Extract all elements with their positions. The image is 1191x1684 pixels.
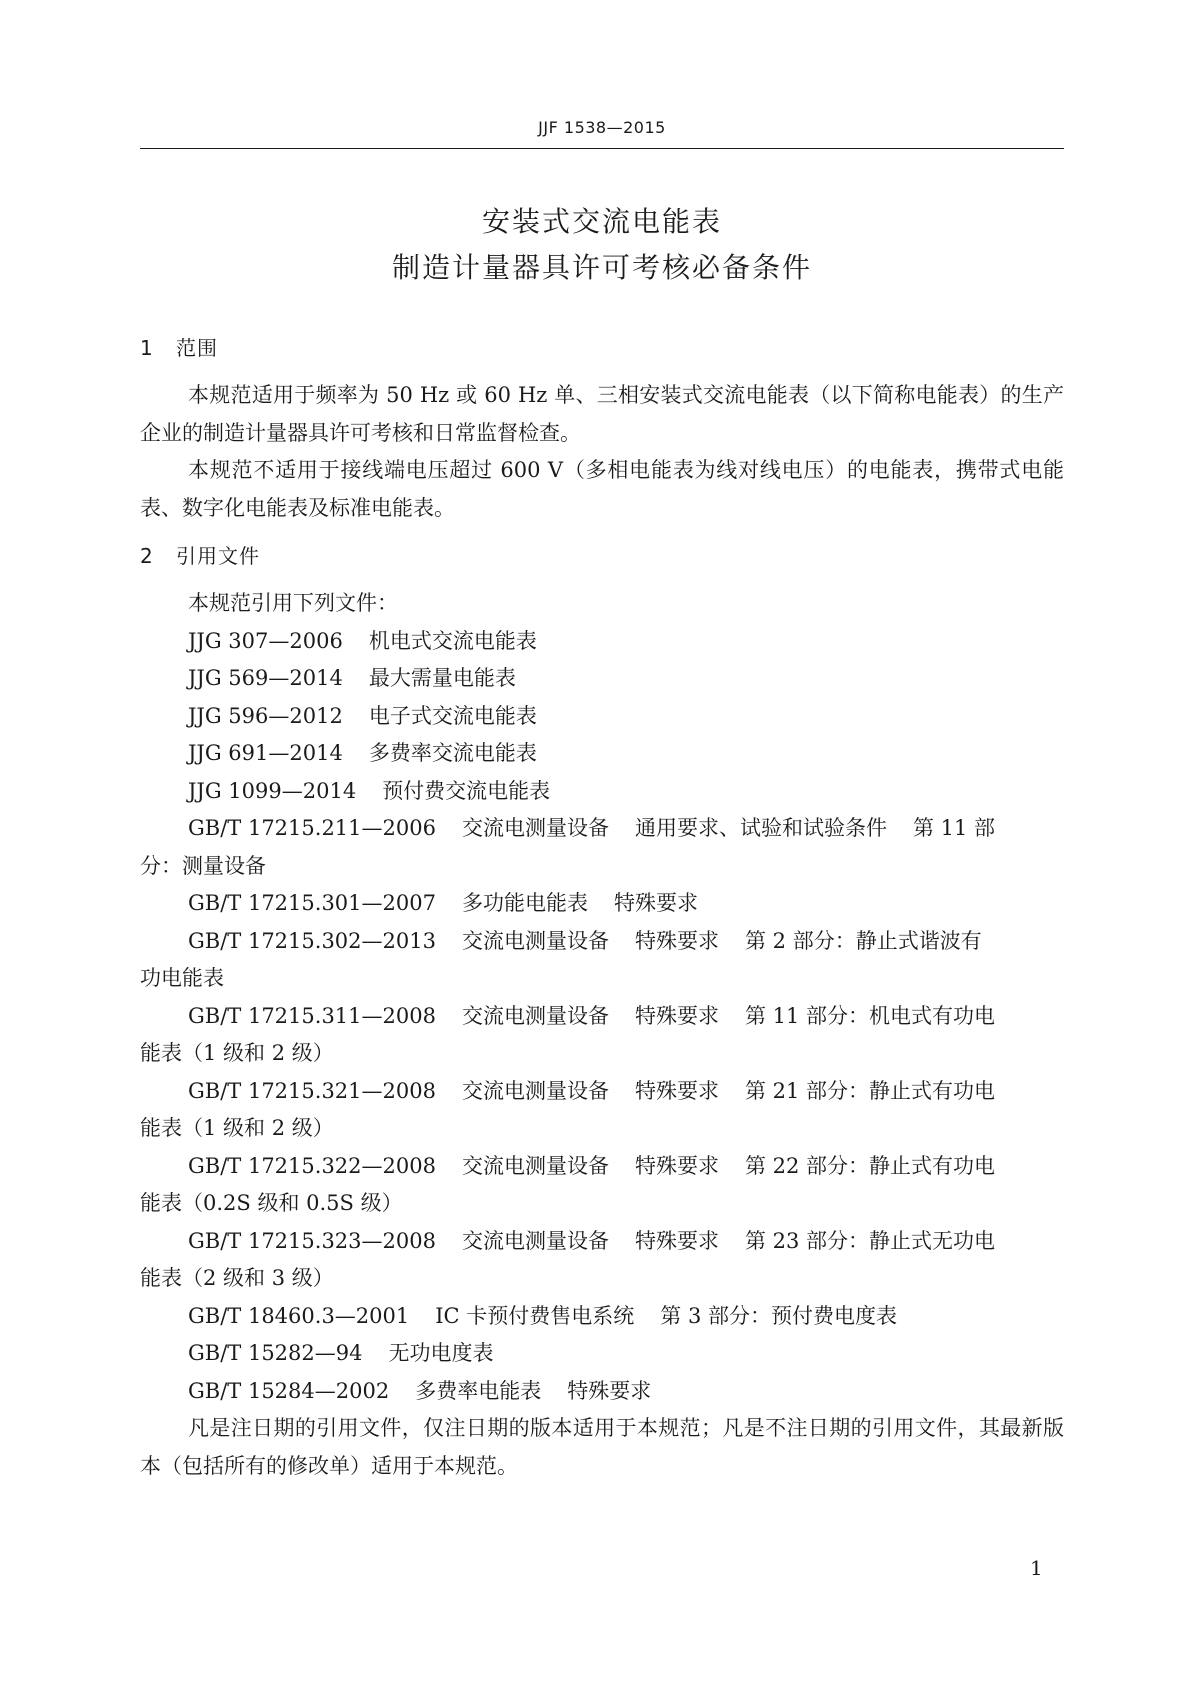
reference-title-part: 第 22 部分：静止式有功电 bbox=[744, 1153, 996, 1178]
reference-code: GB/T 17215.321—2008 bbox=[188, 1078, 436, 1103]
reference-title-part: 交流电测量设备 bbox=[461, 1003, 609, 1028]
reference-code: GB/T 17215.301—2007 bbox=[188, 891, 436, 915]
reference-code: GB/T 17215.311—2008 bbox=[188, 1003, 436, 1028]
reference-item bbox=[140, 1223, 1064, 1298]
reference-continuation: 能表（0.2S 级和 0.5S 级） bbox=[140, 1191, 403, 1215]
doc-title-line2: 制造计量器具许可考核必备条件 bbox=[391, 251, 812, 284]
reference-title-part: 电子式交流电能表 bbox=[368, 703, 537, 728]
page-number: 1 bbox=[1030, 1556, 1043, 1580]
reference-title-part: 第 23 部分：静止式无功电 bbox=[744, 1228, 996, 1253]
reference-title-part: 通用要求、试验和试验条件 bbox=[634, 816, 887, 840]
reference-title-part: IC 卡预付费售电系统 bbox=[435, 1303, 635, 1328]
reference-item bbox=[140, 810, 1064, 885]
reference-title-part: 特殊要求 bbox=[613, 891, 698, 915]
reference-code: GB/T 15282—94 bbox=[188, 1341, 363, 1365]
reference-continuation: 能表（1 级和 2 级） bbox=[140, 1041, 334, 1065]
reference-title-part: 最大需量电能表 bbox=[368, 666, 516, 690]
reference-title-part: 交流电测量设备 bbox=[461, 816, 609, 840]
doc-title-line1: 安装式交流电能表 bbox=[481, 205, 722, 238]
section-1-heading bbox=[140, 333, 1064, 363]
reference-title-part: 特殊要求 bbox=[634, 928, 719, 953]
reference-title-part: 特殊要求 bbox=[567, 1378, 652, 1403]
reference-item bbox=[140, 735, 1064, 773]
reference-title-part: 交流电测量设备 bbox=[461, 1228, 609, 1253]
reference-code: JJG 569—2014 bbox=[188, 666, 343, 690]
reference-code: GB/T 17215.302—2013 bbox=[188, 928, 436, 953]
reference-title-part: 交流电测量设备 bbox=[461, 1078, 609, 1103]
reference-title-part: 第 2 部分：静止式谐波有 bbox=[744, 928, 982, 953]
closing-paragraph: 凡是注日期的引用文件，仅注日期的版本适用于本规范；凡是不注日期的引用文件，其最新版本（包括所有的修改单）适用于本规范。 bbox=[140, 1416, 1064, 1478]
reference-code: GB/T 15284—2002 bbox=[188, 1378, 390, 1403]
reference-code: GB/T 18460.3—2001 bbox=[188, 1303, 410, 1328]
reference-title-part: 交流电测量设备 bbox=[461, 1153, 609, 1178]
reference-item bbox=[140, 1373, 1064, 1411]
paragraph: 本规范适用于频率为 50 Hz 或 60 Hz 单、三相安装式交流电能表（以下简称电能表）的生产企业的制造计量器具许可考核和日常监督检查。 bbox=[140, 383, 1064, 445]
reference-item bbox=[140, 773, 1064, 811]
reference-title-part: 机电式交流电能表 bbox=[368, 628, 537, 653]
reference-continuation: 能表（2 级和 3 级） bbox=[140, 1266, 334, 1290]
reference-item bbox=[140, 660, 1064, 698]
reference-continuation: 能表（1 级和 2 级） bbox=[140, 1116, 334, 1140]
reference-code: JJG 596—2012 bbox=[188, 703, 343, 728]
reference-title-part: 特殊要求 bbox=[634, 1078, 719, 1103]
reference-code: JJG 307—2006 bbox=[188, 628, 343, 653]
paragraph: 本规范不适用于接线端电压超过 600 V（多相电能表为线对线电压）的电能表，携带式电能表、数字化电能表及标准电能表。 bbox=[140, 458, 1064, 520]
reference-item bbox=[140, 923, 1064, 998]
section-2-body bbox=[140, 585, 1064, 1485]
section-2-heading bbox=[140, 541, 1064, 571]
reference-item bbox=[140, 698, 1064, 736]
reference-item bbox=[140, 1298, 1064, 1336]
reference-continuation: 分：测量设备 bbox=[140, 853, 266, 878]
reference-code: JJG 1099—2014 bbox=[188, 778, 357, 803]
reference-title-part: 无功电度表 bbox=[388, 1341, 494, 1365]
section-1-body bbox=[140, 377, 1064, 527]
reference-continuation: 功电能表 bbox=[140, 966, 224, 990]
reference-title-part: 第 11 部 bbox=[912, 816, 996, 840]
section-number: 2 bbox=[140, 544, 154, 568]
reference-title-part: 特殊要求 bbox=[634, 1228, 719, 1253]
reference-title-part: 第 21 部分：静止式有功电 bbox=[744, 1078, 996, 1103]
reference-title-part: 交流电测量设备 bbox=[461, 928, 609, 953]
reference-title-part: 多功能电能表 bbox=[461, 891, 588, 915]
reference-title-part: 第 3 部分：预付费电度表 bbox=[660, 1303, 898, 1328]
reference-title-part: 多费率电能表 bbox=[415, 1378, 542, 1403]
reference-item bbox=[140, 1148, 1064, 1223]
reference-title-part: 第 11 部分：机电式有功电 bbox=[744, 1003, 996, 1028]
reference-item bbox=[140, 1335, 1064, 1373]
reference-code: GB/T 17215.211—2006 bbox=[188, 816, 436, 840]
reference-title-part: 多费率交流电能表 bbox=[368, 741, 537, 765]
reference-code: JJG 691—2014 bbox=[188, 741, 343, 765]
running-header: JJF 1538—2015 bbox=[538, 118, 666, 137]
reference-title-part: 预付费交流电能表 bbox=[382, 778, 551, 803]
header-rule bbox=[140, 148, 1064, 149]
body-content bbox=[140, 333, 1064, 1485]
reference-item bbox=[140, 1073, 1064, 1148]
reference-item bbox=[140, 885, 1064, 923]
reference-item bbox=[140, 623, 1064, 661]
reference-title-part: 特殊要求 bbox=[634, 1003, 719, 1028]
reference-list bbox=[140, 623, 1064, 1411]
section-title: 引用文件 bbox=[176, 544, 260, 568]
reference-item bbox=[140, 998, 1064, 1073]
reference-code: GB/T 17215.322—2008 bbox=[188, 1153, 436, 1178]
section-number: 1 bbox=[140, 336, 154, 360]
section-title: 范围 bbox=[176, 336, 218, 360]
refs-intro: 本规范引用下列文件： bbox=[188, 591, 398, 615]
reference-title-part: 特殊要求 bbox=[634, 1153, 719, 1178]
reference-code: GB/T 17215.323—2008 bbox=[188, 1228, 436, 1253]
